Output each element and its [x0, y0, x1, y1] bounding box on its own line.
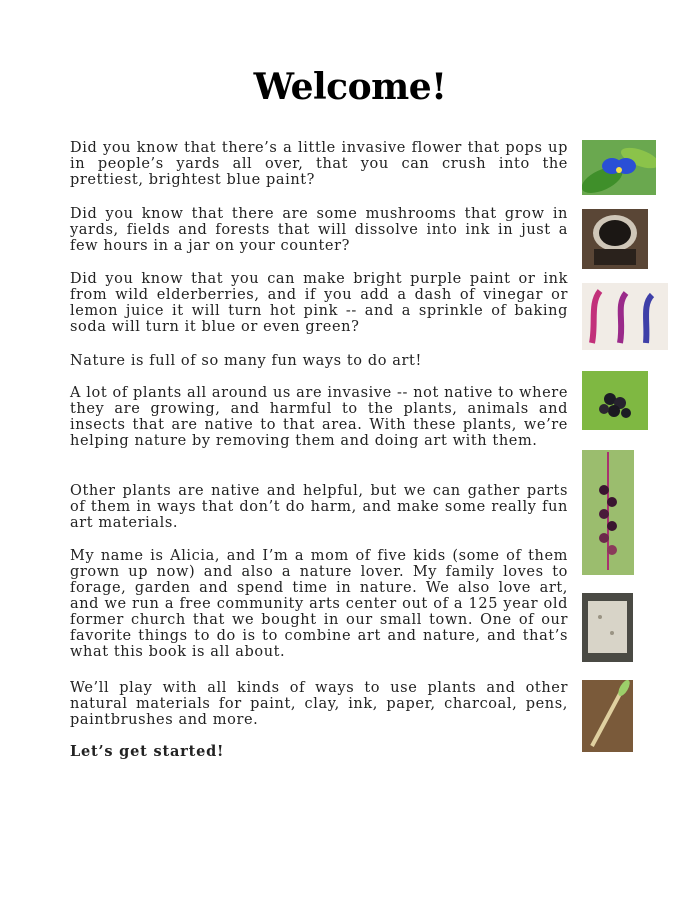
paragraph-dayflower: Did you know that there’s a little invasive flower that pops up in people’s yards all over, that you can crush into the prettiest, brightest blue paint?: [70, 140, 568, 188]
berry-cluster-image: [582, 371, 648, 430]
elderberry-swatches-photo: [582, 283, 668, 350]
handmade-paper-photo: [582, 593, 633, 662]
paragraph-invasive: A lot of plants all around us are invasive -- not native to where they are growing, and harmful to the plants, animals and insects that are native to that area. With these plants, we’re helping nature by removing them and doing art with them.: [70, 385, 568, 449]
paint-swatches-image: [582, 283, 668, 350]
mushroom-ink-jar-photo: [582, 209, 648, 269]
paragraph-elderberry: Did you know that you can make bright purple paint or ink from wild elderberries, and if you add a dash of vinegar or lemon juice it will turn hot pink -- and a sprinkle of baking soda will turn it blue or even green?: [70, 271, 568, 335]
pokeweed-photo: [582, 450, 634, 575]
pokeweed-image: [582, 450, 634, 575]
paper-image: [582, 593, 633, 662]
dayflower-photo: [582, 140, 656, 195]
dayflower-image: [582, 140, 656, 195]
elderberry-cluster-photo: [582, 371, 648, 430]
paragraph-about-author: My name is Alicia, and I’m a mom of five kids (some of them grown up now) and also a nature lover. My family loves to forage, garden and spend time in nature. We also love art, and we run a free community arts center out of a 125 year old former church that we bought in our small town. One of our favorite things to do is to combine art and nature, and that’s what this book is all about.: [70, 548, 568, 660]
paragraph-native: Other plants are native and helpful, but we can gather parts of them in ways that don’t do harm, and make some really fun art materials.: [70, 483, 568, 531]
page-title: Welcome!: [253, 66, 447, 108]
paragraph-nature-fun: Nature is full of so many fun ways to do art!: [70, 353, 422, 369]
paintbrush-image: [582, 680, 633, 752]
paragraph-mushroom-ink: Did you know that there are some mushrooms that grow in yards, fields and forests that will dissolve into ink in just a few hours in a jar on your counter?: [70, 206, 568, 254]
paragraph-get-started: Let’s get started!: [70, 743, 225, 760]
paragraph-materials: We’ll play with all kinds of ways to use plants and other natural materials for paint, clay, ink, paper, charcoal, pens, paintbrushes and more.: [70, 680, 568, 728]
handmade-paintbrush-photo: [582, 680, 633, 752]
ink-jar-image: [582, 209, 648, 269]
